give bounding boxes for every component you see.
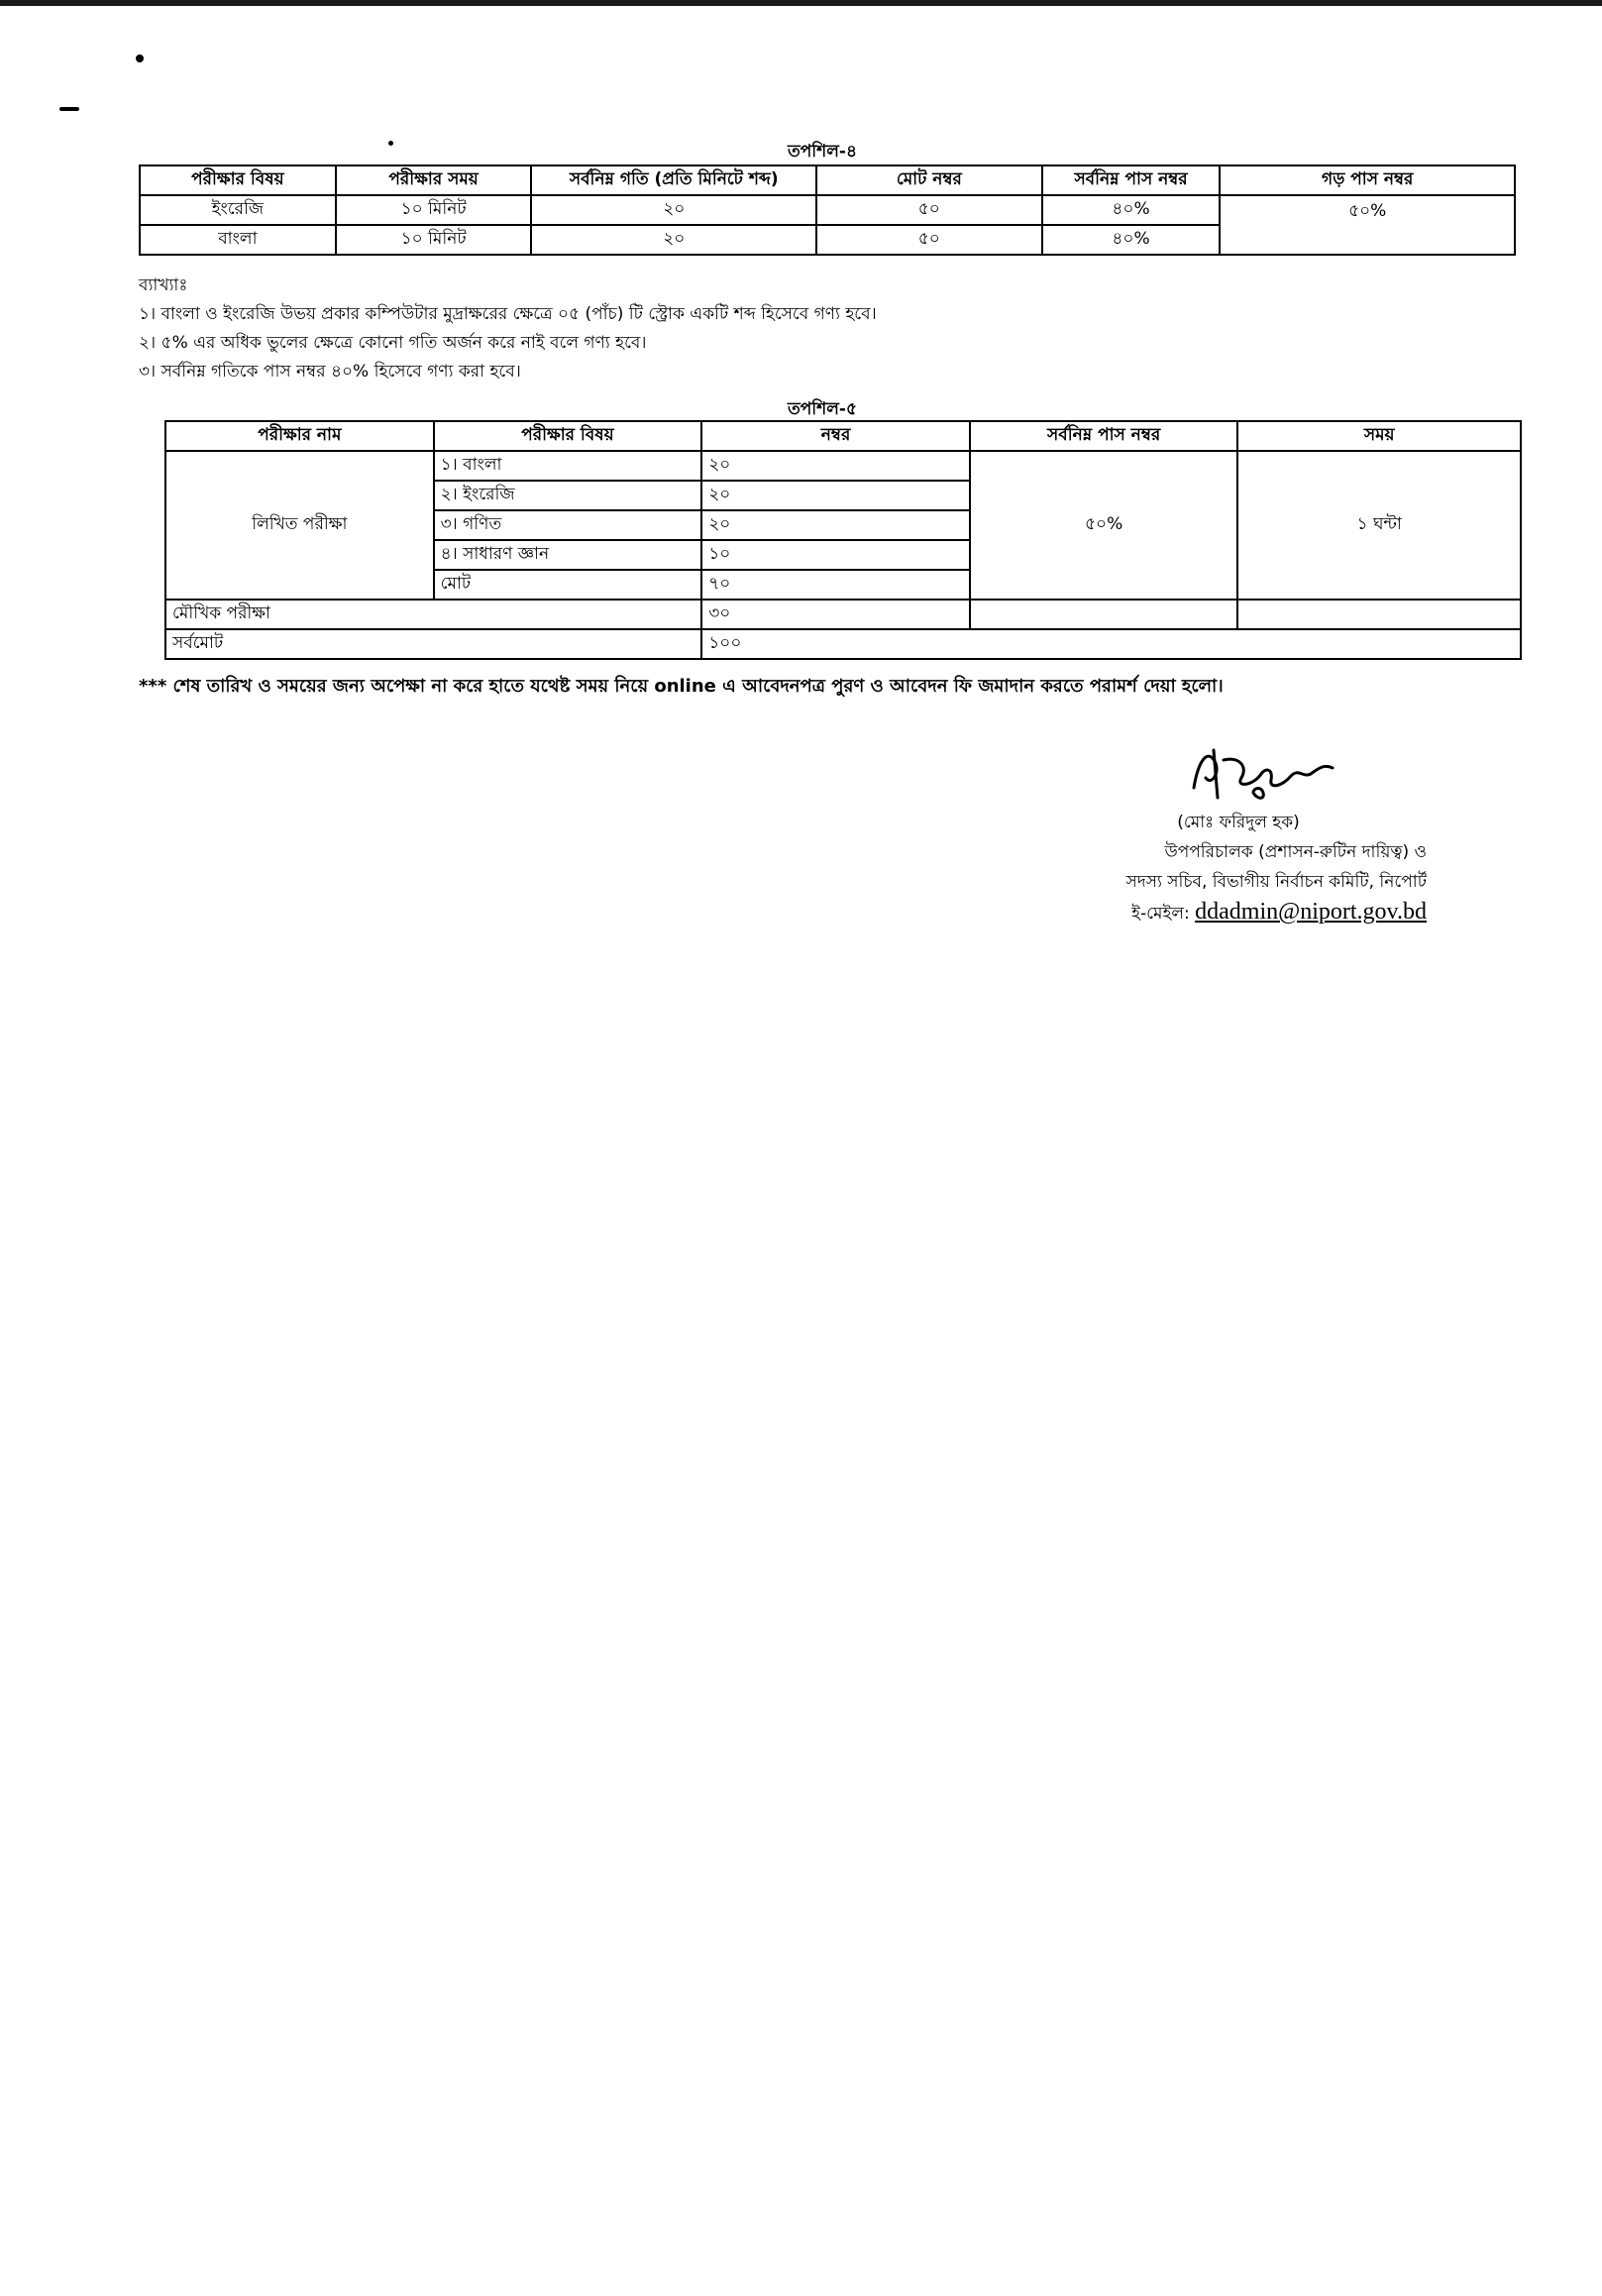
pass-mark-cell: ৫০% (970, 451, 1238, 600)
header-cell: সর্বনিম্ন পাস নম্বর (1042, 165, 1221, 195)
note-item: ১। বাংলা ও ইংরেজি উভয় প্রকার কম্পিউটার মুদ্রাক্ষরের ক্ষেত্রে ০৫ (পাঁচ) টি স্ট্রোক একটি শব্দ হিসেবে গণ্য হবে। (139, 304, 877, 324)
written-exam-table (164, 420, 1522, 660)
header-cell: মোট নম্বর (816, 165, 1042, 195)
speed-cell: ২০ (531, 225, 816, 255)
scan-top-edge (0, 0, 1602, 6)
header-cell: সর্বনিম্ন গতি (প্রতি মিনিটে শব্দ) (531, 165, 816, 195)
subtotal-label: মোট (434, 570, 702, 600)
note-item: ৩। সর্বনিম্ন গতিকে পাস নম্বর ৪০% হিসেবে গণ্য করা হবে। (139, 362, 521, 382)
subject-cell: ৪। সাধারণ জ্ঞান (434, 540, 702, 570)
subject-cell: ১। বাংলা (434, 451, 702, 481)
table5-caption: তপশিল-৫ (788, 399, 857, 419)
table-row (165, 600, 1521, 629)
header-cell: পরীক্ষার বিষয় (434, 421, 702, 451)
table4-caption: তপশিল-৪ (788, 142, 857, 162)
header-cell: সর্বনিম্ন পাস নম্বর (970, 421, 1238, 451)
subtotal-marks: ৭০ (701, 570, 970, 600)
explanation-notes (139, 272, 877, 386)
signature-mark (1154, 738, 1382, 813)
duration-cell: ১০ মিনিট (336, 225, 532, 255)
total-marks-cell: ৫০ (816, 225, 1042, 255)
subject-cell: বাংলা (140, 225, 336, 255)
signatory-role: সদস্য সচিব, বিভাগীয় নির্বাচন কমিটি, নিপোর্ট (1125, 872, 1427, 892)
marks-cell: ২০ (701, 481, 970, 510)
header-cell: পরীক্ষার বিষয় (140, 165, 336, 195)
table-row (140, 195, 1515, 225)
table-row (165, 451, 1521, 481)
min-pass-cell: ৪০% (1042, 195, 1221, 225)
header-cell: সময় (1237, 421, 1521, 451)
email-link[interactable]: ddadmin@niport.gov.bd (1195, 899, 1427, 925)
header-cell: গড় পাস নম্বর (1220, 165, 1515, 195)
duration-cell: ১ ঘন্টা (1237, 451, 1521, 600)
email-row (1050, 897, 1427, 929)
subject-cell: ইংরেজি (140, 195, 336, 225)
typing-test-table (139, 164, 1516, 256)
empty-cell (1237, 600, 1521, 629)
table-row (165, 629, 1521, 659)
note-item: ২। ৫% এর অধিক ভুলের ক্ষেত্রে কোনো গতি অর্জন করে নাই বলে গণ্য হবে। (139, 333, 647, 353)
advice-note: *** শেষ তারিখ ও সময়ের জন্য অপেক্ষা না করে হাতে যথেষ্ট সময় নিয়ে online এ আবেদনপত্র পুরণ ও আবেদন ফি জমাদান করতে পরামর্শ দেয়া হলো। (139, 676, 1224, 697)
written-exam-label: লিখিত পরীক্ষা (165, 451, 434, 600)
signatory-designation: উপপরিচালক (প্রশাসন-রুটিন দায়িত্ব) ও (1164, 842, 1427, 862)
total-marks-cell: ৫০ (816, 195, 1042, 225)
min-pass-cell: ৪০% (1042, 225, 1221, 255)
grand-total-label: সর্বমোট (165, 629, 701, 659)
scan-speck (136, 55, 144, 62)
subject-cell: ২। ইংরেজি (434, 481, 702, 510)
email-label: ই-মেইল: (1131, 904, 1190, 924)
empty-cell (970, 600, 1238, 629)
duration-cell: ১০ মিনিট (336, 195, 532, 225)
subject-cell: ৩। গণিত (434, 510, 702, 540)
notes-heading: ব্যাখ্যাঃ (139, 275, 188, 295)
grand-total-marks: ১০০ (701, 629, 1521, 659)
marks-cell: ২০ (701, 451, 970, 481)
marks-cell: ১০ (701, 540, 970, 570)
oral-exam-marks: ৩০ (701, 600, 970, 629)
scan-speck (59, 107, 79, 111)
marks-cell: ২০ (701, 510, 970, 540)
table-header-row (165, 421, 1521, 451)
speed-cell: ২০ (531, 195, 816, 225)
table-header-row (140, 165, 1515, 195)
scan-speck (388, 141, 393, 146)
avg-pass-cell: ৫০% (1220, 195, 1515, 255)
signatory-name: (মোঃ ফরিদুল হক) (1177, 813, 1300, 832)
header-cell: পরীক্ষার নাম (165, 421, 434, 451)
signature-block (1050, 808, 1427, 929)
header-cell: নম্বর (701, 421, 970, 451)
oral-exam-label: মৌখিক পরীক্ষা (165, 600, 701, 629)
header-cell: পরীক্ষার সময় (336, 165, 532, 195)
